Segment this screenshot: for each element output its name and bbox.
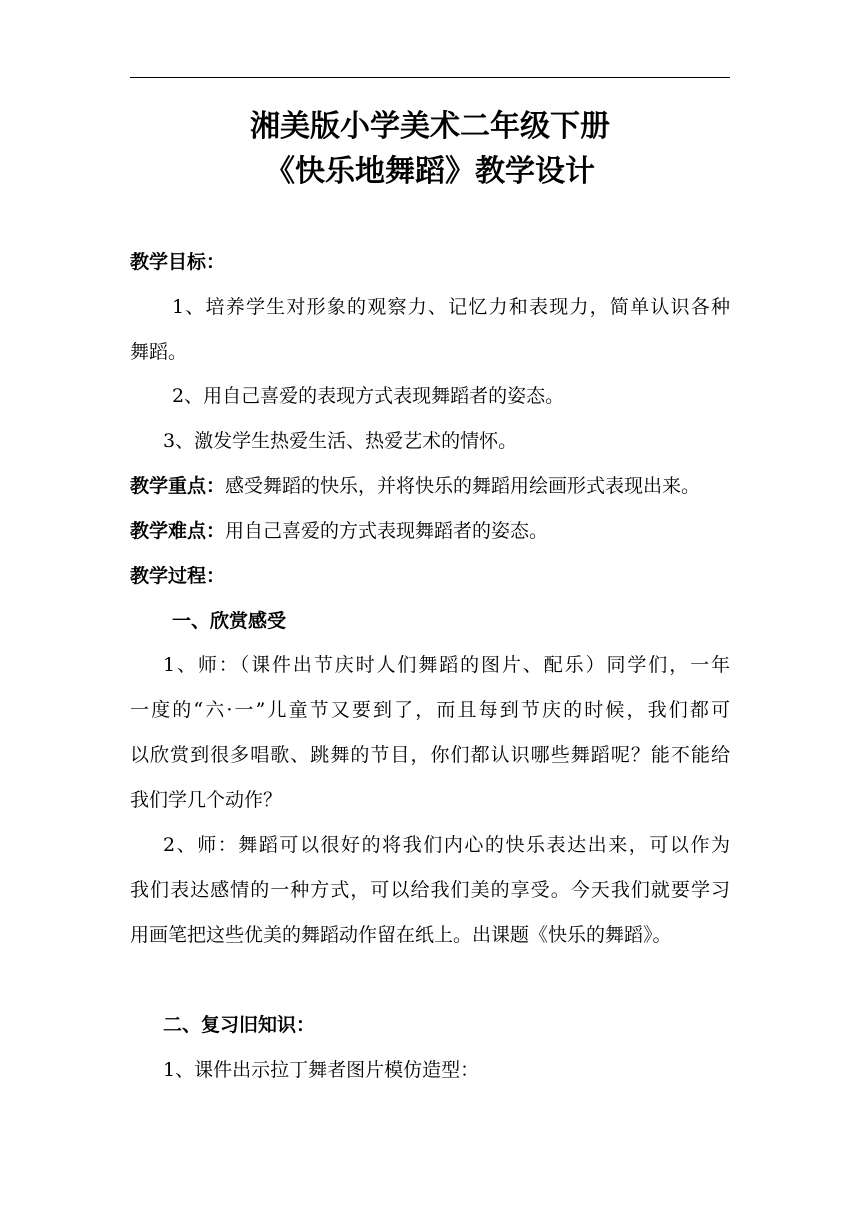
objective-2: 2、用自己喜爱的表现方式表现舞蹈者的姿态。: [172, 385, 565, 407]
section-1-paragraph-1-line4: 我们学几个动作？: [130, 789, 283, 811]
section-2-heading: 二、复习旧知识：: [163, 1014, 316, 1036]
process-heading: 教学过程：: [130, 565, 226, 587]
section-1-paragraph-1-line3: 以欣赏到很多唱歌、跳舞的节目，你们都认识哪些舞蹈呢？能不能给: [130, 744, 730, 766]
section-1-heading: 一、欣赏感受: [172, 610, 287, 632]
key-point: [130, 477, 730, 496]
document-title-line2: 《快乐地舞蹈》教学设计: [265, 154, 595, 189]
document-title-line1: 湘美版小学美术二年级下册: [250, 109, 610, 144]
objective-1-line2: 舞蹈。: [130, 341, 188, 363]
objective-1-line1: 1、培养学生对形象的观察力、记忆力和表现力，简单认识各种: [172, 296, 730, 318]
section-1-paragraph-1-line1: 1、师：（课件出节庆时人们舞蹈的图片、配乐）同学们，一年: [163, 654, 730, 676]
key-point-text: 感受舞蹈的快乐，并将快乐的舞蹈用绘画形式表现出来。: [225, 475, 701, 497]
section-2-paragraph-1: 1、课件出示拉丁舞者图片模仿造型：: [163, 1059, 480, 1081]
objective-3: 3、激发学生热爱生活、热爱艺术的情怀。: [163, 430, 518, 452]
section-1-paragraph-2-line2: 我们表达感情的一种方式，可以给我们美的享受。今天我们就要学习: [130, 879, 730, 901]
objectives-heading: 教学目标：: [130, 251, 226, 273]
header-rule: [130, 77, 730, 78]
section-1-paragraph-2-line1: 2、师：舞蹈可以很好的将我们内心的快乐表达出来，可以作为: [163, 834, 730, 856]
section-1-paragraph-1-line2: 一度的“六·一”儿童节又要到了，而且每到节庆的时候，我们都可: [130, 699, 730, 721]
difficulty-text: 用自己喜爱的方式表现舞蹈者的姿态。: [225, 520, 549, 542]
difficulty-label: 教学难点：: [130, 520, 226, 542]
key-point-label: 教学重点：: [130, 475, 226, 497]
difficulty: [130, 522, 730, 541]
section-1-paragraph-2-line3: 用画笔把这些优美的舞蹈动作留在纸上。出课题《快乐的舞蹈》。: [130, 924, 672, 946]
